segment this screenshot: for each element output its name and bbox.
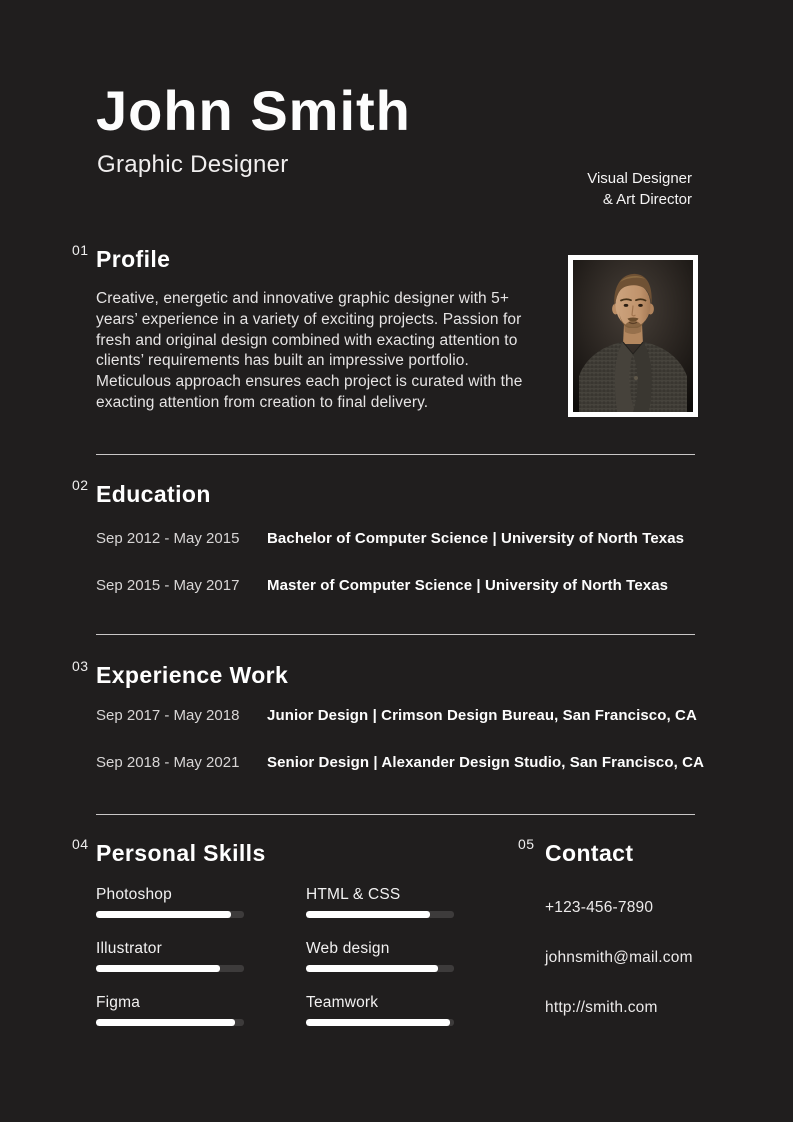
skill-label: Web design: [306, 940, 390, 957]
section-divider: [96, 814, 695, 815]
section-number-skills: 04: [72, 836, 89, 852]
profile-paragraph: Creative, energetic and innovative graphic designer with 5+ years’ experience in a variety of exciting projects. Passion for fresh and original design combined with exacting attention to clients’ requirements has built an impressive portfolio. Meticulous approach ensures each project is curated with the exacting attention from creation to final delivery.: [96, 290, 523, 411]
skills-column-left: [96, 886, 244, 1048]
experience-row-dates: Sep 2017 - May 2018: [96, 707, 240, 724]
education-rows: [96, 530, 716, 594]
section-number-contact: 05: [518, 836, 535, 852]
skill-bar-track: [306, 911, 454, 918]
education-row-detail: Bachelor of Computer Science | University of North Texas: [267, 530, 685, 547]
skill-bar-fill: [96, 965, 220, 972]
skill-bar-track: [306, 965, 454, 972]
skill-item: [306, 886, 454, 918]
skill-bar-track: [96, 965, 244, 972]
experience-row-detail: Junior Design | Crimson Design Bureau, San Francisco, CA: [267, 707, 697, 724]
portrait-photo: [573, 260, 693, 412]
education-row-dates: Sep 2015 - May 2017: [96, 577, 240, 594]
skill-item: [96, 994, 244, 1026]
skill-bar-fill: [306, 911, 430, 918]
contact-phone: +123-456-7890: [545, 899, 654, 916]
section-divider: [96, 454, 695, 455]
skill-bar-fill: [96, 1019, 235, 1026]
skill-label: Figma: [96, 994, 141, 1011]
skill-bar-fill: [306, 1019, 450, 1026]
contact-email: johnsmith@mail.com: [545, 949, 693, 966]
contact-website: http://smith.com: [545, 999, 658, 1016]
role-badge-line1: Visual Designer: [587, 170, 692, 187]
section-number-education: 02: [72, 477, 89, 493]
section-heading-profile: Profile: [96, 246, 171, 272]
section-divider: [96, 634, 695, 635]
skill-label: Teamwork: [306, 994, 379, 1011]
role-badge-line2: & Art Director: [602, 191, 692, 208]
section-heading-skills: Personal Skills: [96, 840, 266, 866]
education-row-dates: Sep 2012 - May 2015: [96, 530, 240, 547]
skill-item: [306, 994, 454, 1026]
education-row-detail: Master of Computer Science | University of North Texas: [267, 577, 669, 594]
section-number-profile: 01: [72, 242, 89, 258]
section-heading-education: Education: [96, 481, 211, 507]
skill-label: HTML & CSS: [306, 886, 401, 903]
portrait-photo-frame: [568, 255, 698, 417]
skill-item: [306, 940, 454, 972]
job-title: Graphic Designer: [97, 151, 289, 178]
skill-item: [96, 886, 244, 918]
skills-column-right: [306, 886, 454, 1048]
skill-label: Photoshop: [96, 886, 172, 903]
skill-bar-track: [96, 911, 244, 918]
person-name: John Smith: [96, 79, 411, 142]
skill-bar-track: [306, 1019, 454, 1026]
experience-rows: [96, 707, 716, 771]
experience-row-dates: Sep 2018 - May 2021: [96, 754, 240, 771]
experience-row-detail: Senior Design | Alexander Design Studio, San Francisco, CA: [267, 754, 705, 771]
role-badge: [587, 168, 692, 210]
skill-bar-fill: [96, 911, 231, 918]
section-number-experience: 03: [72, 658, 89, 674]
skill-bar-fill: [306, 965, 438, 972]
skill-label: Illustrator: [96, 940, 162, 957]
section-heading-contact: Contact: [545, 840, 634, 866]
skill-bar-track: [96, 1019, 244, 1026]
section-heading-experience: Experience Work: [96, 662, 289, 688]
skill-item: [96, 940, 244, 972]
